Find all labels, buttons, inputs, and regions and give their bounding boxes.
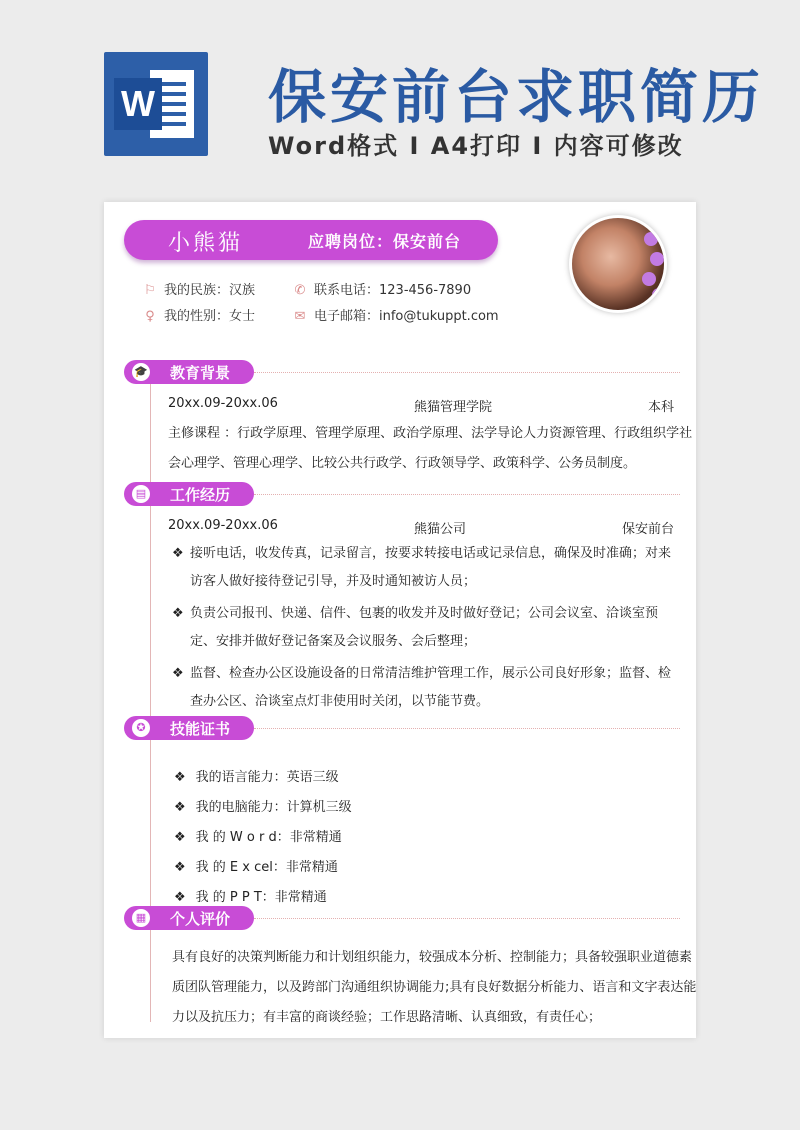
info-ethnicity: ⚐ 我的民族：汉族: [142, 279, 255, 298]
flag-icon: ⚐: [144, 283, 156, 298]
work-row: [168, 518, 674, 537]
section-title: 个人评价: [170, 910, 231, 928]
section-skills: [124, 716, 684, 740]
section-evaluation: [124, 906, 684, 930]
info-gender: ♀ 我的性别：女士: [142, 305, 255, 324]
divider: [254, 494, 680, 495]
section-title: 工作经历: [170, 486, 231, 504]
skill-item: ❖ 我的电脑能力：计算机三级: [174, 800, 352, 815]
diamond-bullet-icon: ❖: [174, 830, 186, 845]
work-company: 熊猫公司: [414, 522, 467, 537]
resume-page: [104, 202, 696, 1038]
skill-item: ❖ 我 的 E x cel：非常精通: [174, 860, 338, 875]
skill-item: ❖ 我的语言能力：英语三级: [174, 770, 339, 785]
diamond-bullet-icon: ❖: [172, 666, 184, 681]
avatar: [572, 218, 664, 310]
diamond-bullet-icon: ❖: [174, 860, 186, 875]
skill-item: ❖ 我 的 W o r d：非常精通: [174, 830, 342, 845]
education-period: 20xx.09-20xx.06: [168, 396, 278, 411]
header-banner: [0, 0, 800, 200]
info-phone: ✆ 联系电话：123-456-7890: [292, 279, 471, 298]
book-icon: ▦: [132, 909, 150, 927]
gender-icon: ♀: [145, 309, 155, 324]
education-courses: 主修课程 ：行政学原理、管理学原理、政治学原理、法学导论人力资源管理、行政组织学社 会心理学、管理心理学、比较公共行政学、行政领导学、政策科学、公务员制度。: [168, 426, 693, 471]
name-bar: [124, 220, 498, 260]
briefcase-icon: ▤: [132, 485, 150, 503]
work-duty: ❖ 监督、检查办公区设施设备的日常清洁维护管理工作，展示公司良好形象；监督、检查办公区、洽谈室点灯非使用时关闭，以节能节费。: [172, 660, 676, 716]
word-letter: W: [114, 78, 162, 130]
divider: [254, 918, 680, 919]
diamond-bullet-icon: ❖: [174, 890, 186, 905]
work-duty: ❖ 接听电话，收发传真，记录留言，按要求转接电话或记录信息，确保及时准确；对来访客人做好接待登记引导，并及时通知被访人员；: [172, 540, 676, 596]
divider: [254, 728, 680, 729]
candidate-name: 小熊猫: [168, 231, 244, 256]
mail-icon: ✉: [294, 309, 306, 324]
info-email: ✉ 电子邮箱：info@tukuppt.com: [292, 305, 499, 324]
certificate-icon: ✪: [132, 719, 150, 737]
work-period: 20xx.09-20xx.06: [168, 518, 278, 533]
work-duty: ❖ 负责公司报刊、快递、信件、包裹的收发并及时做好登记；公司会议室、洽谈室预定、安排并做好登记备案及会议服务、会后整理；: [172, 600, 676, 656]
section-education: [124, 360, 684, 384]
diamond-bullet-icon: ❖: [172, 546, 184, 561]
phone-icon: ✆: [294, 283, 306, 298]
skill-item: ❖ 我 的 P P T：非常精通: [174, 890, 327, 905]
work-position: 保安前台: [621, 522, 674, 537]
education-degree: 本科: [647, 400, 674, 415]
section-title: 教育背景: [170, 364, 231, 382]
page-title: 保安前台求职简历: [268, 63, 765, 131]
word-logo-icon: [104, 52, 208, 156]
page-subtitle: Word格式 I A4打印 I 内容可修改: [268, 132, 684, 160]
education-row: [168, 396, 674, 415]
diamond-bullet-icon: ❖: [172, 606, 184, 621]
diamond-bullet-icon: ❖: [174, 770, 186, 785]
diamond-bullet-icon: ❖: [174, 800, 186, 815]
divider: [254, 372, 680, 373]
graduation-cap-icon: 🎓: [132, 363, 150, 381]
section-title: 技能证书: [170, 720, 231, 738]
education-school: 熊猫管理学院: [414, 400, 493, 415]
job-title: 应聘岗位：保安前台: [308, 232, 462, 251]
section-work: [124, 482, 684, 506]
evaluation-text: 具有良好的决策判断能力和计划组织能力，较强成本分析、控制能力；具备较强职业道德素 质团队管理能力，以及跨部门沟通组织协调能力;具有良好数据分析能力、语言和文字表达能 力以及抗压力；有丰富的商谈经验；工作思路清晰、认真细致，有责任心；: [172, 950, 697, 1025]
